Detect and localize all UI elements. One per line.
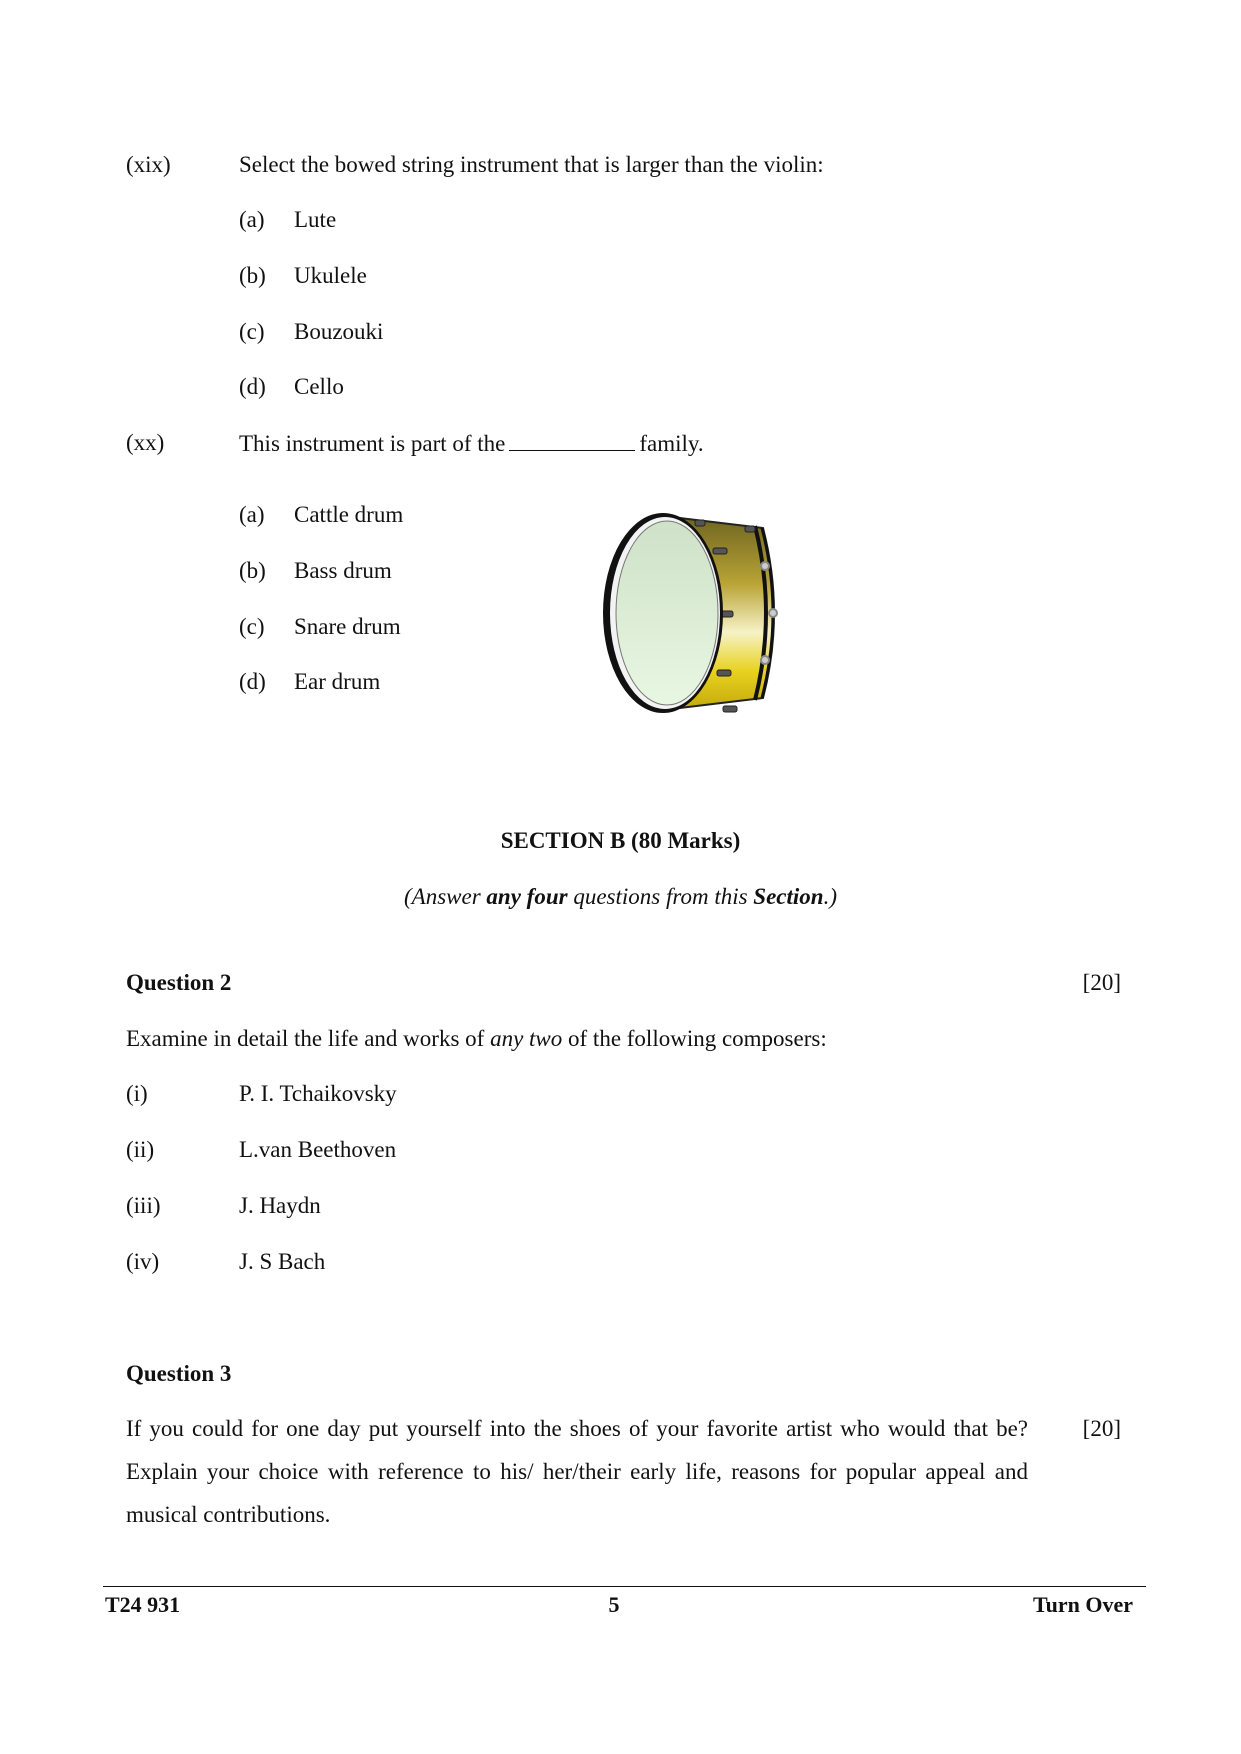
option-text: Cattle drum: [294, 502, 404, 527]
composer-name: J. Haydn: [239, 1193, 321, 1218]
bass-drum-icon: [595, 508, 795, 718]
question-prompt: Examine in detail the life and works of any two of the following composers:: [126, 1026, 827, 1051]
option-text: Cello: [294, 374, 344, 399]
option-text: Bouzouki: [294, 319, 384, 344]
turn-over: Turn Over: [1032, 1592, 1133, 1617]
option-label: (c): [239, 319, 265, 344]
option-label: (a): [239, 207, 265, 232]
option-text: Lute: [294, 207, 337, 232]
composer-name: L.van Beethoven: [239, 1137, 397, 1162]
item-number: (iii): [126, 1193, 161, 1218]
option-text: Snare drum: [294, 614, 401, 639]
section-instructions: (Answer any four questions from this Section.): [404, 884, 837, 909]
option-text: Ear drum: [294, 669, 381, 694]
page-number: 5: [608, 1592, 620, 1617]
paper-code: T24 931: [105, 1592, 181, 1617]
question-heading: Question 3: [126, 1361, 232, 1386]
option-label: (a): [239, 502, 265, 527]
section-title: SECTION B (80 Marks): [500, 828, 741, 853]
composer-name: P. I. Tchaikovsky: [239, 1081, 397, 1106]
answer-blank: [509, 430, 635, 451]
option-label: (d): [239, 374, 266, 399]
item-number: (ii): [126, 1137, 155, 1162]
option-label: (d): [239, 669, 266, 694]
question-number: (xix): [126, 152, 171, 177]
marks: [20]: [1082, 970, 1121, 995]
option-label: (b): [239, 263, 266, 288]
question-stem: This instrument is part of the family.: [239, 431, 704, 456]
question-stem: Select the bowed string instrument that is larger than the violin:: [239, 152, 824, 177]
item-number: (iv): [126, 1249, 160, 1274]
marks: [20]: [1082, 1416, 1121, 1441]
option-text: Ukulele: [294, 263, 367, 288]
option-text: Bass drum: [294, 558, 392, 583]
option-label: (b): [239, 558, 266, 583]
question-number: (xx): [126, 430, 165, 455]
composer-name: J. S Bach: [239, 1249, 326, 1274]
footer-rule: [103, 1586, 1146, 1587]
item-number: (i): [126, 1081, 148, 1106]
question-heading: Question 2: [126, 970, 232, 995]
question-text: If you could for one day put yourself into the shoes of your favorite artist who would that be? Explain your choice with reference to his/ her/their early life, reasons for popular appeal and musical contributions.: [126, 1416, 1028, 1527]
option-label: (c): [239, 614, 265, 639]
